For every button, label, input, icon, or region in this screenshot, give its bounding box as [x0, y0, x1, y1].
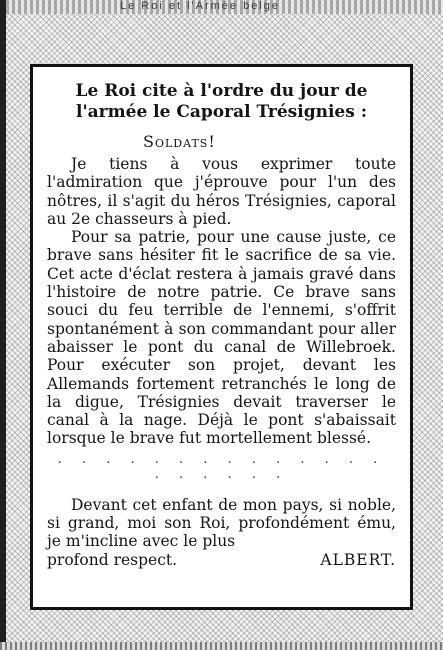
title-line: Le Roi cite à l'ordre du jour de: [75, 81, 368, 101]
closing-paragraph: Devant cet enfant de mon pays, si noble, si grand, moi son Roi, profondément ému, je m'incline avec le plus: [47, 495, 396, 551]
article-title: [47, 81, 396, 123]
article-box: [30, 64, 413, 610]
clipping-bottom-edge: [0, 642, 443, 650]
paragraph: Pour sa patrie, pour une cause juste, ce brave sans hésiter fit le sacrifice de sa vie. Cet acte d'éclat restera à jamais gravé dans l'histoire de notre patrie. Ce brave sans souci du feu terrible de l'ennemi, s'offrit spontanément à son commandant pour aller abaisser le pont du canal de Willebroek. Pour exécuter son projet, devant les Allemands fortement retranchés le long de la digue, Trésignies devait traverser le canal à la nage. Déjà le pont s'abaissait lorsque le brave fut mortellement blessé.: [47, 228, 396, 448]
paragraph: Je tiens à vous exprimer toute l'admiration que j'éprouve pour l'un des nôtres, il s'agit du héros Trésignies, caporal au 2e chasseurs à pied.: [47, 155, 396, 228]
header-fragment: Le Roi et l'Armée belge: [120, 0, 280, 12]
salutation: Soldats!: [143, 132, 216, 151]
signature-line: [47, 551, 396, 569]
clipping-left-edge: [0, 0, 6, 650]
title-line: l'armée le Caporal Trésignies :: [76, 102, 367, 122]
separator-dots: . . . . . . . . . . . . . . . . . . . .: [57, 451, 386, 482]
signature: ALBERT.: [320, 550, 396, 569]
closing-last-line: profond respect.: [47, 550, 178, 569]
